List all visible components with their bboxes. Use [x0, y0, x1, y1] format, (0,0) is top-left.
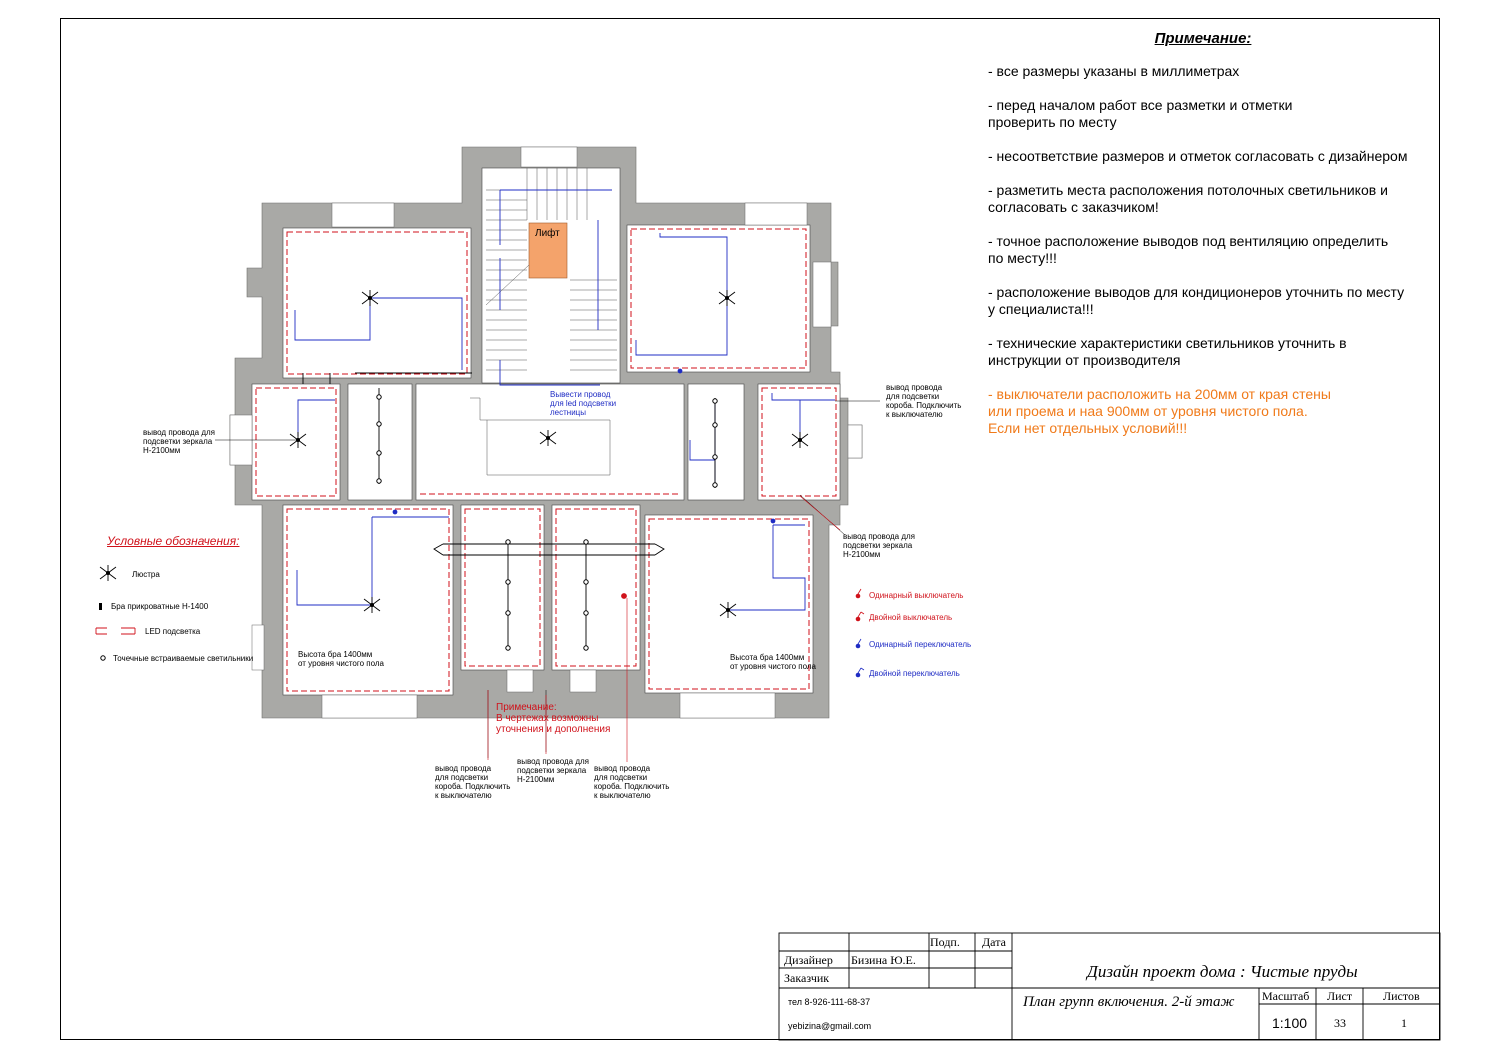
note-item: - расположение выводов для кондиционеров уточнить по месту у специалиста!!! — [988, 284, 1405, 317]
legend-symbols — [96, 565, 135, 660]
tb-project: Дизайн проект дома : Чистые пруды — [1087, 962, 1358, 981]
notes-title: Примечание: — [1154, 30, 1252, 47]
box-wire-note-right: вывод провода для подсветки короба. Подключить к выключателю — [886, 383, 962, 419]
tb-sheets: 1 — [1401, 1016, 1407, 1030]
legend-double-switch: Двойной выключатель — [869, 613, 953, 622]
mirror-wire-note-right: вывод провода для подсветки зеркала Н-2100мм — [843, 532, 915, 559]
switch-placement-note: - выключатели расположить на 200мм от края стены или проема и наа 900мм от уровня чистого пола. Если нет отдельных условий!!! — [988, 386, 1331, 436]
title-block — [779, 933, 1440, 1040]
note-item: - все размеры указаны в миллиметрах — [988, 63, 1240, 79]
legend-spot: Точечные встраиваемые светильники — [113, 654, 254, 663]
notes-block — [988, 30, 1448, 437]
lift-label: Лифт — [535, 228, 560, 239]
note-item: - перед началом работ все разметки и отметки проверить по месту — [988, 97, 1293, 130]
tb-date: Дата — [982, 935, 1006, 949]
tb-scale: 1:100 — [1272, 1015, 1308, 1031]
legend-title: Условные обозначения: — [107, 534, 240, 548]
tb-email: yebizina@gmail.com — [788, 1021, 872, 1031]
note-item: - разметить места расположения потолочных светильников и согласовать с заказчиком! — [988, 182, 1388, 215]
legend-single-switch: Одинарный выключатель — [869, 591, 964, 600]
note-item: - точное расположение выводов под вентиляцию определить по месту!!! — [988, 233, 1389, 266]
red-revision-note: Примечание: В чертежах возможны уточнения и дополнения — [496, 702, 611, 735]
tb-sheet: 33 — [1334, 1016, 1346, 1030]
legend-single-toggle: Одинарный переключатель — [869, 640, 972, 649]
sconce-height-left: Высота бра 1400мм от уровня чистого пола — [298, 650, 384, 668]
tb-sheet-label: Лист — [1327, 989, 1353, 1003]
tb-phone: тел 8-926-111-68-37 — [788, 997, 871, 1007]
note-item: - несоответствие размеров и отметок согласовать с дизайнером — [988, 148, 1408, 164]
legend-led: LED подсветка — [145, 627, 201, 636]
tb-sheet-title: План групп включения. 2-й этаж — [1023, 994, 1235, 1010]
note-item: - технические характеристики светильников уточнить в инструкции от производителя — [988, 335, 1347, 368]
bottom-box-note-1: вывод провода для подсветки короба. Подключить к выключателю — [435, 764, 511, 800]
switch-legend-symbols — [856, 589, 864, 677]
tb-designer-name: Бизина Ю.Е. — [851, 953, 916, 967]
tb-podp: Подп. — [930, 935, 960, 949]
bottom-mirror-note: вывод провода для подсветки зеркала Н-2100мм — [517, 757, 589, 784]
tb-sheets-label: Листов — [1383, 989, 1420, 1003]
sconce-height-right: Высота бра 1400мм от уровня чистого пола — [730, 653, 816, 671]
bottom-box-note-2: вывод провода для подсветки короба. Подключить к выключателю — [594, 764, 670, 800]
legend-chandelier: Люстра — [132, 570, 160, 579]
legend-double-toggle: Двойной переключатель — [869, 669, 960, 678]
stair-led-note: Вывести провод для led подсветки лестницы — [550, 390, 617, 417]
legend-sconce: Бра прикроватные Н-1400 — [111, 602, 209, 611]
mirror-wire-note-left: вывод провода для подсветки зеркала Н-2100мм — [143, 428, 215, 455]
tb-scale-label: Масштаб — [1262, 989, 1310, 1003]
tb-designer-label: Дизайнер — [784, 953, 833, 967]
tb-client-label: Заказчик — [784, 971, 830, 985]
